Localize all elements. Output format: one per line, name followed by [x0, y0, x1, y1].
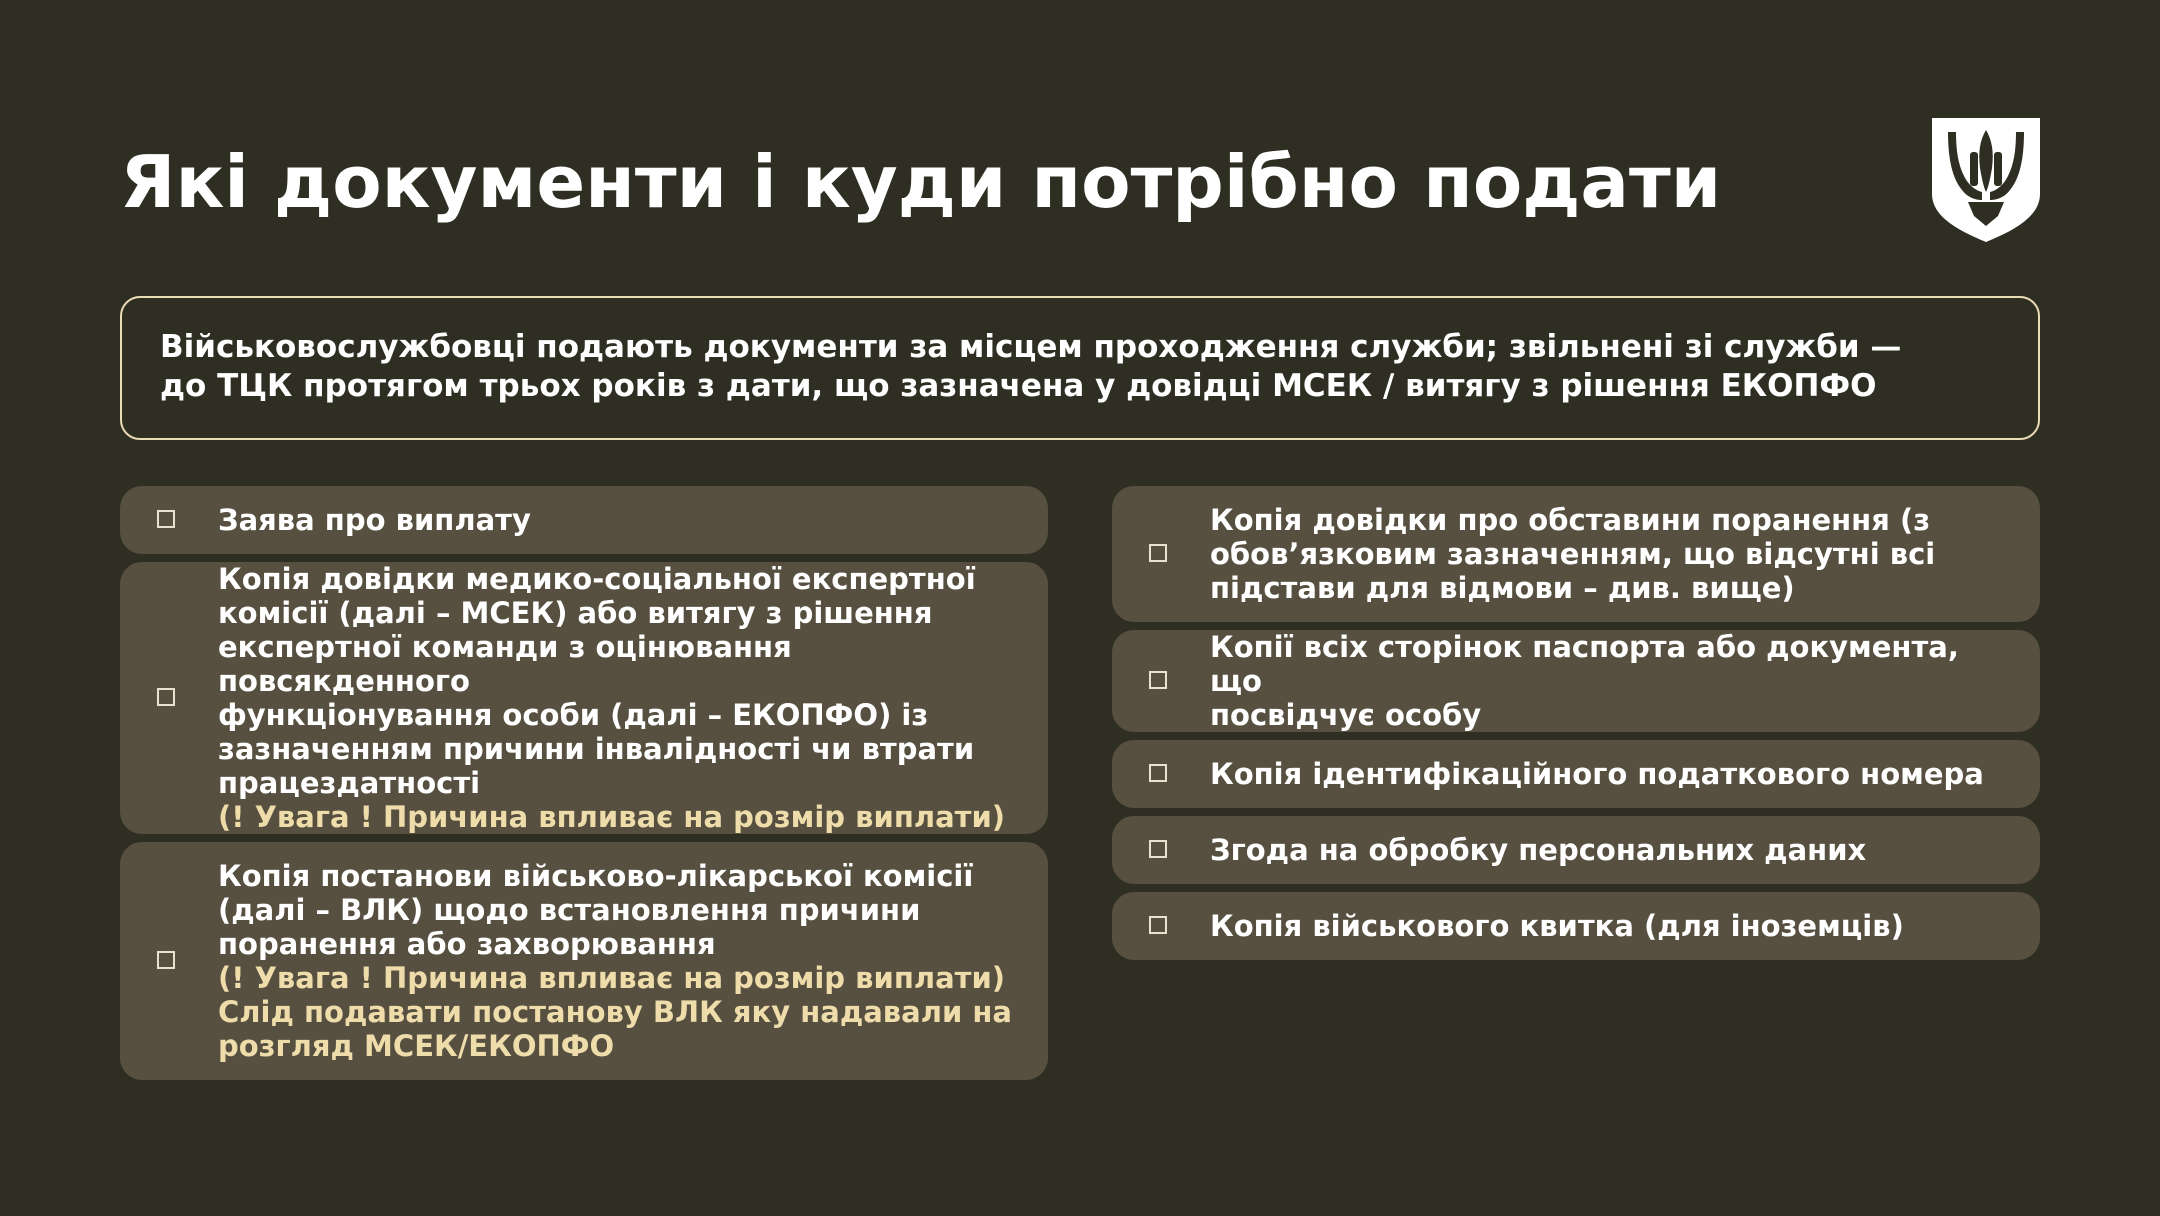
list-item: [1112, 486, 2040, 622]
checkbox-icon[interactable]: [1149, 764, 1167, 782]
item-text: обов’язковим зазначенням, що відсутні всі: [1210, 537, 1936, 571]
list-item: [120, 562, 1048, 834]
list-item: [120, 486, 1048, 554]
item-text: Копія постанови військово-лікарської комісії: [218, 859, 974, 893]
item-text: працездатності: [218, 766, 481, 800]
item-text: Копія довідки медико-соціальної експертної: [218, 562, 976, 596]
warning-text: (! Увага ! Причина впливає на розмір виплати): [218, 800, 1006, 834]
checkbox-icon[interactable]: [157, 510, 175, 528]
item-text: Заява про виплату: [218, 503, 531, 537]
checkbox-icon[interactable]: [1149, 840, 1167, 858]
checkbox-icon[interactable]: [1149, 671, 1167, 689]
right-document-list: [1112, 486, 2040, 968]
checkbox-icon[interactable]: [1149, 916, 1167, 934]
item-text: поранення або захворювання: [218, 927, 716, 961]
checkbox-icon[interactable]: [1149, 544, 1167, 562]
item-text: комісії (далі – МСЕК) або витягу з рішення: [218, 596, 933, 630]
intro-box: [120, 296, 2040, 440]
item-text: посвідчує особу: [1210, 698, 1482, 732]
list-item: [1112, 892, 2040, 960]
warning-text: розгляд МСЕК/ЕКОПФО: [218, 1029, 615, 1063]
item-text: експертної команди з оцінювання повсякденного: [218, 630, 792, 698]
item-text: підстави для відмови – див. вище): [1210, 571, 1795, 605]
warning-text: (! Увага ! Причина впливає на розмір виплати): [218, 961, 1006, 995]
item-text: Копія довідки про обставини поранення (з: [1210, 503, 1931, 537]
item-text: (далі – ВЛК) щодо встановлення причини: [218, 893, 921, 927]
list-item: [1112, 816, 2040, 884]
list-item: [1112, 630, 2040, 732]
page-title: Які документи і куди потрібно подати: [120, 140, 1722, 224]
item-text: Копія ідентифікаційного податкового номера: [1210, 757, 1984, 791]
list-item: [1112, 740, 2040, 808]
intro-line-1: Військовослужбовці подають документи за місцем проходження служби; звільнені зі служби —: [160, 329, 1902, 365]
list-item: [120, 842, 1048, 1080]
item-text: зазначенням причини інвалідності чи втрати: [218, 732, 975, 766]
checkbox-icon[interactable]: [157, 951, 175, 969]
left-document-list: [120, 486, 1048, 1088]
checkbox-icon[interactable]: [157, 688, 175, 706]
trident-shield-icon: [1932, 118, 2040, 242]
item-text: Копії всіх сторінок паспорта або документа, що: [1210, 630, 1959, 698]
item-text: Копія військового квитка (для іноземців): [1210, 909, 1904, 943]
item-text: функціонування особи (далі – ЕКОПФО) із: [218, 698, 929, 732]
warning-text: Слід подавати постанову ВЛК яку надавали на: [218, 995, 1012, 1029]
intro-line-2: до ТЦК протягом трьох років з дати, що зазначена у довідці МСЕК / витягу з рішення ЕКОПФО: [160, 368, 1877, 404]
item-text: Згода на обробку персональних даних: [1210, 833, 1867, 867]
